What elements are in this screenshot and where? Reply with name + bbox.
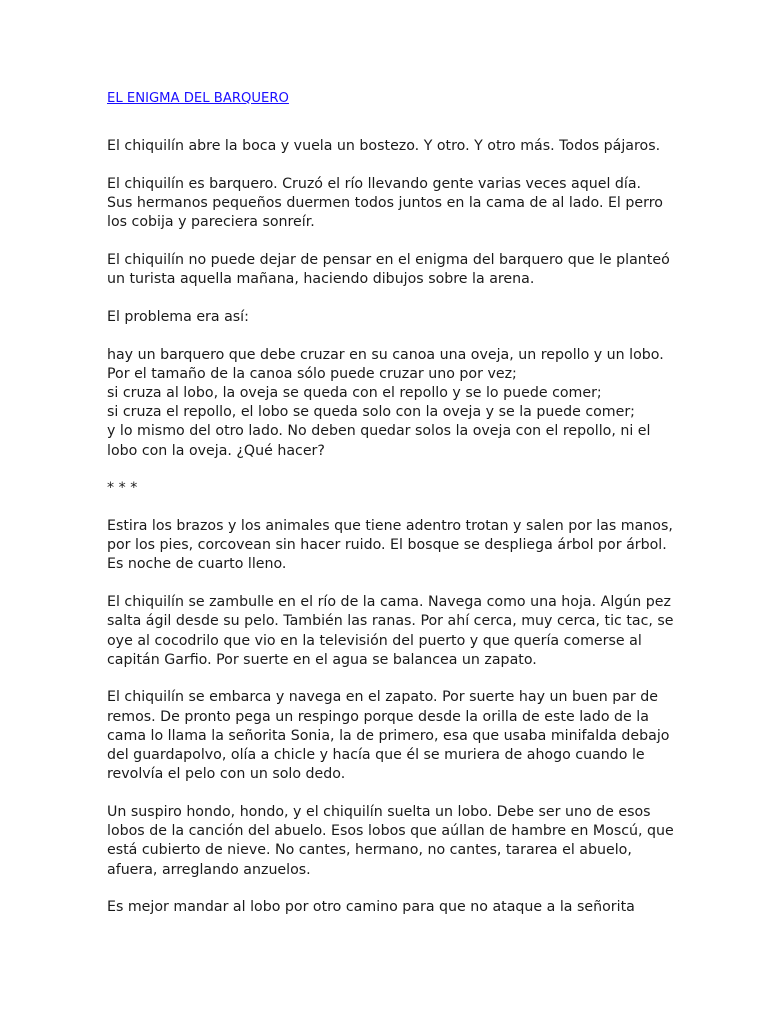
paragraph: [107, 175, 667, 233]
text-line: hay un barquero que debe cruzar en su canoa una oveja, un repollo y un lobo.: [107, 346, 664, 363]
text-line: los cobija y pareciera sonreír.: [107, 214, 315, 231]
paragraph: [107, 593, 674, 670]
text-line: Sus hermanos pequeños duermen todos juntos en la cama de al lado. El perro: [107, 195, 663, 212]
text-line: El problema era así:: [107, 308, 249, 325]
text-line: oye al cocodrilo que vio en la televisión del puerto y que quería comerse al: [107, 632, 642, 649]
story-body: [107, 137, 674, 917]
text-line: salta ágil desde su pelo. También las ranas. Por ahí cerca, muy cerca, tic tac, se: [107, 613, 674, 630]
text-line: está cubierto de nieve. No cantes, hermano, no cantes, tararea el abuelo,: [107, 842, 632, 859]
document-page: [107, 89, 674, 936]
paragraph: [107, 137, 667, 156]
text-line: si cruza el repollo, el lobo se queda solo con la oveja y se la puede comer;: [107, 404, 635, 421]
paragraph: [107, 517, 673, 575]
text-line: lobos de la canción del abuelo. Esos lobos que aúllan de hambre en Moscú, que: [107, 823, 674, 840]
text-line: por los pies, corcovean sin hacer ruido. El bosque se despliega árbol por árbol.: [107, 537, 667, 554]
text-line: El chiquilín se embarca y navega en el zapato. Por suerte hay un buen par de: [107, 689, 658, 706]
paragraph: [107, 688, 670, 784]
text-line: y lo mismo del otro lado. No deben quedar solos la oveja con el repollo, ni el: [107, 423, 651, 440]
text-line: Estira los brazos y los animales que tiene adentro trotan y salen por las manos,: [107, 518, 673, 535]
text-line: capitán Garfio. Por suerte en el agua se balancea un zapato.: [107, 651, 537, 668]
paragraph: [107, 308, 667, 327]
text-line: Es noche de cuarto lleno.: [107, 556, 287, 573]
story-title-link[interactable]: EL ENIGMA DEL BARQUERO: [107, 91, 289, 106]
text-line: Un suspiro hondo, hondo, y el chiquilín suelta un lobo. Debe ser uno de esos: [107, 803, 651, 820]
text-line: cama lo llama la señorita Sonia, la de primero, esa que usaba minifalda debajo: [107, 727, 670, 744]
paragraph: [107, 479, 667, 498]
paragraph: [107, 898, 667, 917]
text-line: El chiquilín no puede dejar de pensar en el enigma del barquero que le planteó: [107, 252, 670, 269]
text-line: un turista aquella mañana, haciendo dibujos sobre la arena.: [107, 271, 535, 288]
paragraph: [107, 803, 674, 880]
text-line: El chiquilín abre la boca y vuela un bostezo. Y otro. Y otro más. Todos pájaros.: [107, 138, 661, 155]
text-line: si cruza al lobo, la oveja se queda con el repollo y se lo puede comer;: [107, 385, 602, 402]
paragraph: [107, 251, 670, 289]
text-line: revolvía el pelo con un solo dedo.: [107, 766, 346, 783]
text-line: remos. De pronto pega un respingo porque desde la orilla de este lado de la: [107, 708, 649, 725]
text-line: afuera, arreglando anzuelos.: [107, 861, 311, 878]
text-line: Por el tamaño de la canoa sólo puede cruzar uno por vez;: [107, 365, 517, 382]
text-line: El chiquilín se zambulle en el río de la cama. Navega como una hoja. Algún pez: [107, 594, 671, 611]
text-line: El chiquilín es barquero. Cruzó el río llevando gente varias veces aquel día.: [107, 175, 642, 192]
paragraph: [107, 346, 667, 461]
text-line: lobo con la oveja. ¿Qué hacer?: [107, 442, 325, 459]
text-line: del guardapolvo, olía a chicle y hacía que él se muriera de ahogo cuando le: [107, 747, 645, 764]
text-line: Es mejor mandar al lobo por otro camino para que no ataque a la señorita: [107, 899, 635, 916]
text-line: * * *: [107, 480, 138, 497]
